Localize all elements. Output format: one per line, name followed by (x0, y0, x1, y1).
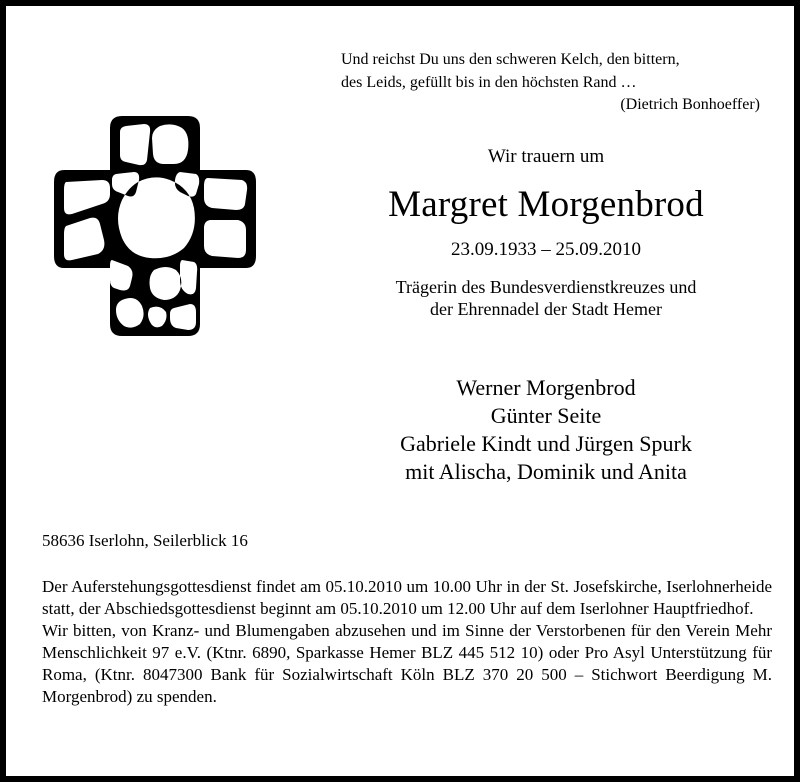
donation-line-3: oder Pro Asyl Unterstützung für Roma, (Ktnr. 8047300 Bank für Sozialwirtschaft Köln (42, 643, 773, 684)
service-line-2: Iserlohnerheide statt, der Abschiedsgottesdienst beginnt am 05.10.2010 um 12.00 Uhr auf (42, 577, 773, 618)
deceased-name: Margret Morgenbrod (388, 184, 704, 225)
mourner: Gabriele Kindt und Jürgen Spurk (400, 431, 692, 456)
mourning-intro: Wir trauern um (487, 146, 605, 167)
stained-glass-cross-icon (50, 110, 260, 340)
quote (341, 48, 771, 94)
donation-line-1: Wir bitten, von Kranz- und Blumengaben abzusehen und im Sinne der Verstorbenen für (42, 621, 651, 640)
mourner: mit Alischa, Dominik und Anita (405, 459, 687, 484)
mourner: Günter Seite (490, 403, 602, 428)
honors (306, 276, 786, 320)
service-line-3: dem Iserlohner Hauptfriedhof. (546, 599, 754, 618)
mourner: Werner Morgenbrod (456, 375, 636, 400)
service-info (42, 576, 772, 620)
donation-info (42, 620, 772, 708)
donation-line-2: den Verein Mehr Menschlichkeit 97 e.V. (Ktnr. 6890, Sparkasse Hemer BLZ 445 512 10) (42, 621, 772, 662)
honors-line-2: der Ehrennadel der Stadt Hemer (430, 299, 662, 319)
address: 58636 Iserlohn, Seilerblick 16 (42, 531, 248, 550)
service-and-donation-text (42, 576, 772, 708)
donation-line-4: BLZ 370 20 500 – Stichwort Beerdigung M. Morgenbrod) zu spenden. (42, 665, 772, 706)
life-dates: 23.09.1933 – 25.09.2010 (451, 239, 641, 260)
honors-line-1: Trägerin des Bundesverdienstkreuzes und (395, 277, 697, 297)
service-line-1: Der Auferstehungsgottesdienst findet am 05.10.2010 um 10.00 Uhr in der St. Josefskirche, (42, 577, 662, 596)
quote-line-2: des Leids, gefüllt bis in den höchsten Rand … (341, 74, 637, 91)
quote-author: (Dietrich Bonhoeffer) (620, 96, 760, 113)
mourners-list (306, 374, 786, 486)
quote-line-1: Und reichst Du uns den schweren Kelch, den bittern, (341, 51, 680, 68)
